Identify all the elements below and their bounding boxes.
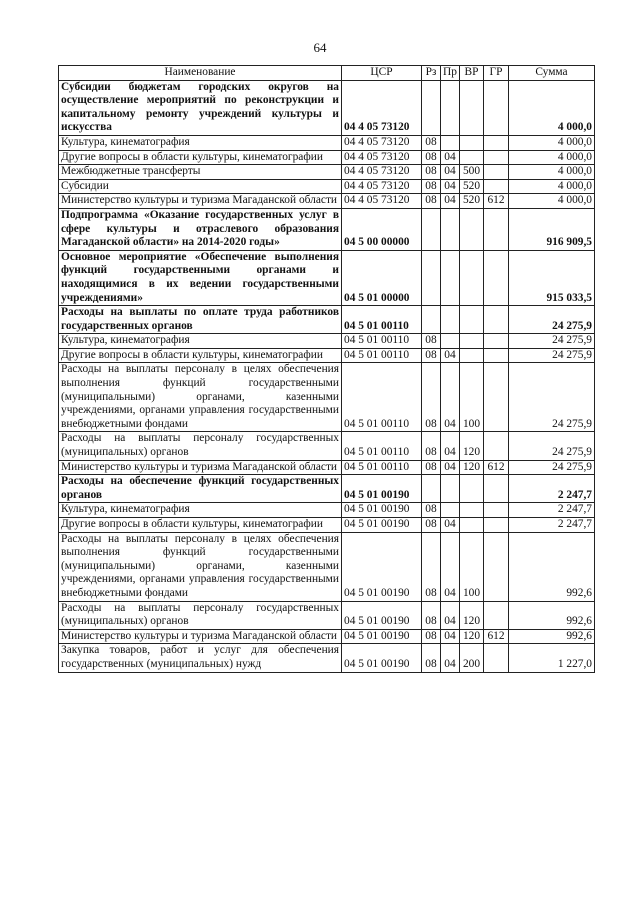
cell-csr: 04 5 01 00190 [342, 532, 422, 601]
cell-vr: 100 [460, 532, 484, 601]
table-row [59, 334, 595, 349]
cell-name: Расходы на выплаты персоналу в целях обеспечения выполнения функций государственными (муниципальными) органами, казенными учреждениями, органами управления государственными внебюджетными фондами [59, 363, 342, 432]
cell-name: Культура, кинематография [59, 503, 342, 518]
cell-csr: 04 5 01 00000 [342, 250, 422, 305]
cell-csr: 04 4 05 73120 [342, 179, 422, 194]
cell-name: Расходы на выплаты персоналу в целях обеспечения выполнения функций государственными (муниципальными) органами, казенными учреждениями, органами управления государственными внебюджетными фондами [59, 532, 342, 601]
cell-sum: 24 275,9 [509, 306, 595, 334]
cell-pr: 04 [441, 460, 460, 475]
cell-name: Основное мероприятие «Обеспечение выполнения функций государственными органами и находящимися в их ведении государственными учреждениями» [59, 250, 342, 305]
cell-vr [460, 518, 484, 533]
cell-csr: 04 4 05 73120 [342, 165, 422, 180]
table-row [59, 363, 595, 432]
cell-gr [484, 250, 509, 305]
cell-rz: 08 [422, 150, 441, 165]
cell-sum: 4 000,0 [509, 194, 595, 209]
cell-csr: 04 5 00 00000 [342, 208, 422, 250]
cell-sum: 24 275,9 [509, 334, 595, 349]
cell-gr [484, 503, 509, 518]
cell-csr: 04 5 01 00190 [342, 518, 422, 533]
cell-rz: 08 [422, 629, 441, 644]
cell-sum: 992,6 [509, 629, 595, 644]
table-row [59, 194, 595, 209]
cell-sum: 24 275,9 [509, 432, 595, 460]
cell-csr: 04 5 01 00190 [342, 475, 422, 503]
cell-pr: 04 [441, 644, 460, 672]
table-row [59, 80, 595, 135]
header-pr: Пр [441, 66, 460, 81]
table-row [59, 475, 595, 503]
cell-vr [460, 135, 484, 150]
cell-name: Закупка товаров, работ и услуг для обеспечения государственных (муниципальных) нужд [59, 644, 342, 672]
table-row [59, 601, 595, 629]
header-name: Наименование [59, 66, 342, 81]
cell-csr: 04 5 01 00190 [342, 503, 422, 518]
cell-csr: 04 5 01 00110 [342, 432, 422, 460]
cell-gr: 612 [484, 629, 509, 644]
table-row [59, 208, 595, 250]
table-row [59, 503, 595, 518]
table-row [59, 165, 595, 180]
cell-gr [484, 306, 509, 334]
cell-name: Министерство культуры и туризма Магаданской области [59, 460, 342, 475]
cell-gr [484, 80, 509, 135]
cell-pr: 04 [441, 194, 460, 209]
cell-rz: 08 [422, 601, 441, 629]
cell-rz: 08 [422, 334, 441, 349]
cell-rz: 08 [422, 135, 441, 150]
cell-name: Культура, кинематография [59, 334, 342, 349]
cell-gr [484, 644, 509, 672]
table-row [59, 644, 595, 672]
cell-rz: 08 [422, 165, 441, 180]
cell-pr [441, 503, 460, 518]
cell-gr [484, 208, 509, 250]
cell-name: Расходы на выплаты персоналу государственных (муниципальных) органов [59, 432, 342, 460]
cell-csr: 04 4 05 73120 [342, 135, 422, 150]
cell-pr: 04 [441, 179, 460, 194]
cell-name: Другие вопросы в области культуры, кинематографии [59, 348, 342, 363]
cell-pr: 04 [441, 165, 460, 180]
cell-name: Субсидии [59, 179, 342, 194]
cell-csr: 04 5 01 00110 [342, 348, 422, 363]
cell-gr [484, 135, 509, 150]
cell-vr: 100 [460, 363, 484, 432]
cell-gr [484, 363, 509, 432]
cell-rz: 08 [422, 348, 441, 363]
cell-name: Расходы на обеспечение функций государственных органов [59, 475, 342, 503]
cell-sum: 4 000,0 [509, 80, 595, 135]
cell-csr: 04 4 05 73120 [342, 80, 422, 135]
cell-pr [441, 250, 460, 305]
cell-name: Культура, кинематография [59, 135, 342, 150]
cell-sum: 24 275,9 [509, 348, 595, 363]
table-row [59, 532, 595, 601]
cell-pr: 04 [441, 518, 460, 533]
cell-rz: 08 [422, 503, 441, 518]
cell-csr: 04 4 05 73120 [342, 150, 422, 165]
cell-sum: 992,6 [509, 601, 595, 629]
header-rz: Рз [422, 66, 441, 81]
table-row [59, 518, 595, 533]
cell-rz [422, 475, 441, 503]
cell-vr: 520 [460, 179, 484, 194]
cell-rz: 08 [422, 179, 441, 194]
cell-rz: 08 [422, 194, 441, 209]
cell-name: Министерство культуры и туризма Магаданской области [59, 194, 342, 209]
cell-name: Подпрограмма «Оказание государственных услуг в сфере культуры и отраслевого образования Магаданской области» на 2014-2020 годы» [59, 208, 342, 250]
cell-csr: 04 5 01 00190 [342, 644, 422, 672]
cell-gr [484, 150, 509, 165]
cell-vr [460, 348, 484, 363]
cell-sum: 4 000,0 [509, 135, 595, 150]
cell-sum: 24 275,9 [509, 363, 595, 432]
cell-sum: 2 247,7 [509, 475, 595, 503]
cell-sum: 24 275,9 [509, 460, 595, 475]
cell-gr [484, 179, 509, 194]
page-number: 64 [313, 40, 327, 55]
cell-vr [460, 503, 484, 518]
cell-vr [460, 306, 484, 334]
header-vr: ВР [460, 66, 484, 81]
cell-gr [484, 432, 509, 460]
header-sum: Сумма [509, 66, 595, 81]
cell-csr: 04 5 01 00110 [342, 363, 422, 432]
cell-sum: 2 247,7 [509, 518, 595, 533]
cell-pr [441, 475, 460, 503]
cell-sum: 4 000,0 [509, 165, 595, 180]
cell-vr [460, 334, 484, 349]
cell-sum: 992,6 [509, 532, 595, 601]
cell-gr: 612 [484, 460, 509, 475]
cell-pr: 04 [441, 348, 460, 363]
table-row [59, 306, 595, 334]
table-row [59, 432, 595, 460]
table-row [59, 629, 595, 644]
cell-rz: 08 [422, 644, 441, 672]
header-csr: ЦСР [342, 66, 422, 81]
cell-sum: 915 033,5 [509, 250, 595, 305]
cell-pr [441, 80, 460, 135]
cell-pr [441, 208, 460, 250]
cell-name: Межбюджетные трансферты [59, 165, 342, 180]
cell-vr: 200 [460, 644, 484, 672]
cell-sum: 4 000,0 [509, 150, 595, 165]
cell-gr [484, 165, 509, 180]
table-body [59, 80, 595, 672]
budget-table [58, 65, 595, 673]
cell-vr [460, 208, 484, 250]
cell-rz [422, 80, 441, 135]
cell-vr [460, 475, 484, 503]
cell-rz: 08 [422, 363, 441, 432]
cell-sum: 2 247,7 [509, 503, 595, 518]
cell-vr: 500 [460, 165, 484, 180]
cell-name: Расходы на выплаты по оплате труда работников государственных органов [59, 306, 342, 334]
cell-pr: 04 [441, 532, 460, 601]
cell-gr [484, 348, 509, 363]
cell-csr: 04 4 05 73120 [342, 194, 422, 209]
cell-vr: 120 [460, 629, 484, 644]
cell-name: Другие вопросы в области культуры, кинематографии [59, 150, 342, 165]
cell-name: Министерство культуры и туризма Магаданской области [59, 629, 342, 644]
cell-vr: 120 [460, 601, 484, 629]
cell-rz [422, 250, 441, 305]
cell-gr [484, 601, 509, 629]
cell-gr [484, 334, 509, 349]
cell-rz: 08 [422, 460, 441, 475]
cell-vr: 120 [460, 460, 484, 475]
cell-vr: 120 [460, 432, 484, 460]
cell-pr: 04 [441, 432, 460, 460]
cell-pr: 04 [441, 629, 460, 644]
cell-vr: 520 [460, 194, 484, 209]
cell-gr: 612 [484, 194, 509, 209]
table-row [59, 135, 595, 150]
cell-pr [441, 306, 460, 334]
cell-csr: 04 5 01 00110 [342, 334, 422, 349]
header-gr: ГР [484, 66, 509, 81]
cell-rz: 08 [422, 432, 441, 460]
cell-csr: 04 5 01 00110 [342, 460, 422, 475]
cell-csr: 04 5 01 00110 [342, 306, 422, 334]
cell-csr: 04 5 01 00190 [342, 629, 422, 644]
cell-pr: 04 [441, 363, 460, 432]
cell-rz [422, 306, 441, 334]
cell-sum: 1 227,0 [509, 644, 595, 672]
cell-vr [460, 80, 484, 135]
cell-pr [441, 135, 460, 150]
cell-csr: 04 5 01 00190 [342, 601, 422, 629]
cell-gr [484, 518, 509, 533]
cell-gr [484, 475, 509, 503]
table-row [59, 150, 595, 165]
cell-vr [460, 150, 484, 165]
cell-rz: 08 [422, 518, 441, 533]
table-row [59, 250, 595, 305]
table-row [59, 348, 595, 363]
table-row [59, 179, 595, 194]
cell-name: Другие вопросы в области культуры, кинематографии [59, 518, 342, 533]
cell-vr [460, 250, 484, 305]
cell-pr: 04 [441, 150, 460, 165]
cell-name: Расходы на выплаты персоналу государственных (муниципальных) органов [59, 601, 342, 629]
cell-gr [484, 532, 509, 601]
cell-rz [422, 208, 441, 250]
cell-sum: 4 000,0 [509, 179, 595, 194]
cell-sum: 916 909,5 [509, 208, 595, 250]
table-row [59, 460, 595, 475]
cell-pr [441, 334, 460, 349]
cell-rz: 08 [422, 532, 441, 601]
cell-name: Субсидии бюджетам городских округов на осуществление мероприятий по реконструкции и капитальному ремонту учреждений культуры и искусства [59, 80, 342, 135]
table-header-row [59, 66, 595, 81]
cell-pr: 04 [441, 601, 460, 629]
